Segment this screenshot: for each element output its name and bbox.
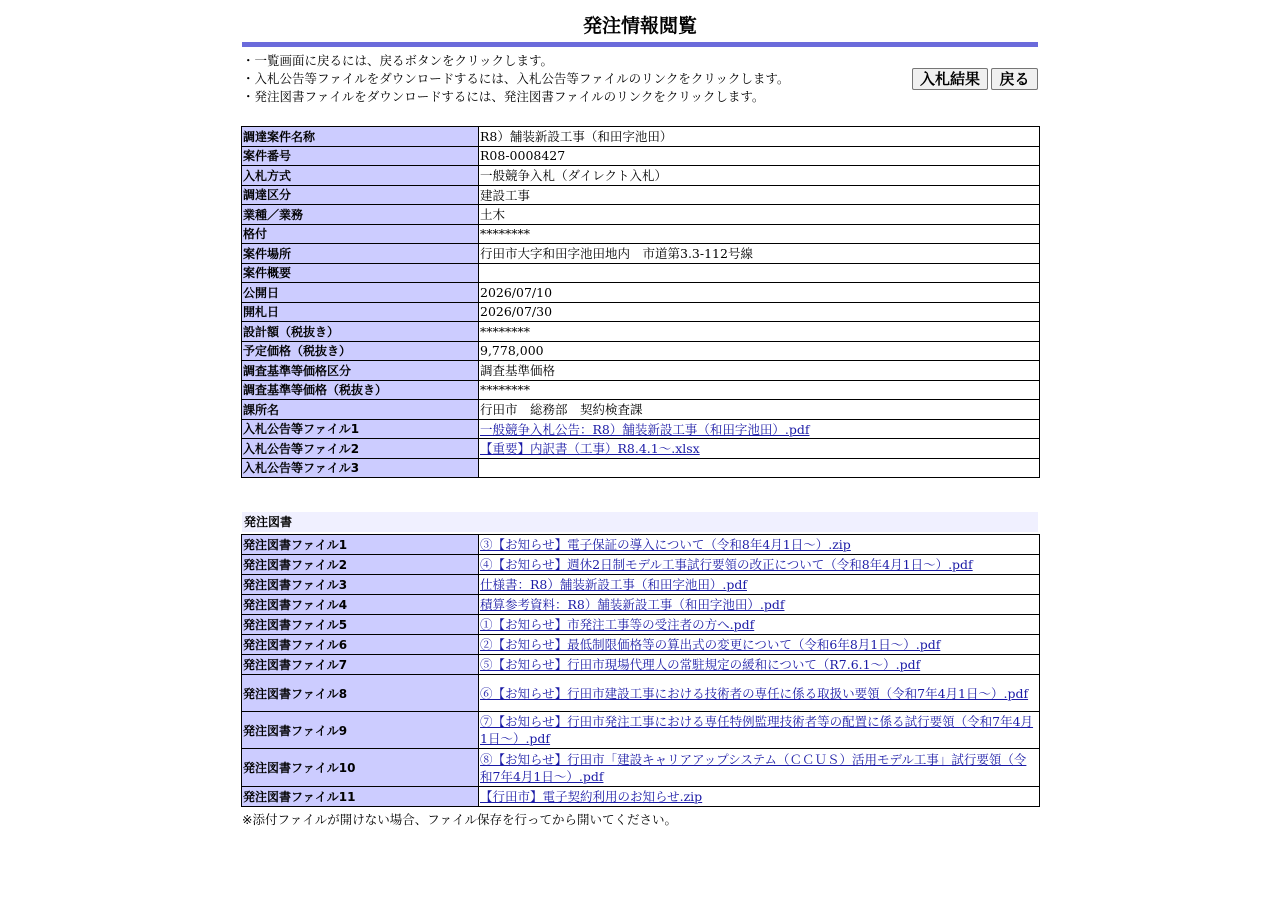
detail-row (242, 341, 1040, 361)
detail-label: 予定価格（税抜き） (242, 341, 479, 361)
drawing-file-link[interactable]: ⑦【お知らせ】行田市発注工事における専任特例監理技術者等の配置に係る試行要領（令和7年4月1日～）.pdf (480, 714, 1034, 746)
drawing-file-row (242, 635, 1040, 655)
detail-label: 案件概要 (242, 263, 479, 283)
detail-row (242, 380, 1040, 400)
detail-label: 入札公告等ファイル1 (242, 419, 479, 439)
drawing-file-cell (479, 675, 1040, 712)
detail-label: 課所名 (242, 400, 479, 420)
detail-value: ******** (479, 224, 1040, 244)
drawing-file-label: 発注図書ファイル11 (242, 787, 479, 807)
drawing-file-row (242, 555, 1040, 575)
drawing-file-cell (479, 575, 1040, 595)
drawing-file-label: 発注図書ファイル9 (242, 712, 479, 749)
detail-label: 案件場所 (242, 244, 479, 264)
detail-row (242, 302, 1040, 322)
detail-value (479, 458, 1040, 478)
detail-row (242, 166, 1040, 186)
drawing-file-cell (479, 655, 1040, 675)
detail-value: 一般競争入札（ダイレクト入札） (479, 166, 1040, 186)
drawing-file-row (242, 575, 1040, 595)
drawings-section-header: 発注図書 (242, 512, 1038, 532)
instruction-line: ・一覧画面に戻るには、戻るボタンをクリックします。 (242, 53, 554, 68)
drawing-file-link[interactable]: ②【お知らせ】最低制限価格等の算出式の変更について（令和6年8月1日～）.pdf (480, 637, 941, 652)
detail-value (479, 263, 1040, 283)
detail-label: 開札日 (242, 302, 479, 322)
detail-value: R8）舗装新設工事（和田字池田） (479, 127, 1040, 147)
drawing-file-row (242, 675, 1040, 712)
drawing-file-link[interactable]: 積算参考資料：R8）舗装新設工事（和田字池田）.pdf (480, 597, 785, 612)
drawing-file-label: 発注図書ファイル10 (242, 749, 479, 787)
detail-row (242, 283, 1040, 303)
drawing-file-label: 発注図書ファイル7 (242, 655, 479, 675)
page-title: 発注情報閲覧 (582, 15, 697, 37)
detail-value: 建設工事 (479, 185, 1040, 205)
drawing-file-label: 発注図書ファイル5 (242, 615, 479, 635)
drawing-file-cell (479, 635, 1040, 655)
drawing-file-cell (479, 712, 1040, 749)
detail-label: 調査基準等価格（税抜き） (242, 380, 479, 400)
detail-label: 調達案件名称 (242, 127, 479, 147)
drawing-file-link[interactable]: ④【お知らせ】週休2日制モデル工事試行要領の改正について（令和8年4月1日～）.pdf (480, 557, 973, 572)
instruction-line: ・入札公告等ファイルをダウンロードするには、入札公告等ファイルのリンクをクリックします。 (242, 71, 790, 86)
detail-row (242, 127, 1040, 147)
detail-row (242, 205, 1040, 225)
detail-label: 入札公告等ファイル3 (242, 458, 479, 478)
drawing-file-row (242, 595, 1040, 615)
drawing-file-label: 発注図書ファイル8 (242, 675, 479, 712)
drawing-file-link[interactable]: ③【お知らせ】電子保証の導入について（令和8年4月1日～）.zip (480, 537, 851, 552)
detail-row (242, 244, 1040, 264)
drawing-file-label: 発注図書ファイル1 (242, 535, 479, 555)
detail-label: 入札公告等ファイル2 (242, 439, 479, 459)
drawing-file-row (242, 615, 1040, 635)
drawing-file-link[interactable]: ⑥【お知らせ】行田市建設工事における技術者の専任に係る取扱い要領（令和7年4月1日～）.pdf (480, 685, 1029, 701)
detail-value: 2026/07/10 (479, 283, 1040, 303)
detail-row (242, 361, 1040, 381)
drawing-file-row (242, 787, 1040, 807)
detail-row (242, 224, 1040, 244)
detail-row (242, 185, 1040, 205)
detail-row (242, 458, 1040, 478)
detail-value: R08-0008427 (479, 146, 1040, 166)
detail-label: 案件番号 (242, 146, 479, 166)
back-button[interactable]: 戻る (991, 68, 1038, 90)
drawing-file-link[interactable]: 【行田市】電子契約利用のお知らせ.zip (480, 789, 703, 804)
drawings-table (241, 534, 1040, 807)
drawing-file-row (242, 712, 1040, 749)
drawing-file-label: 発注図書ファイル2 (242, 555, 479, 575)
drawing-file-link[interactable]: ⑧【お知らせ】行田市「建設キャリアアップシステム（ＣＣＵＳ）活用モデル工事」試行要領（令和7年4月1日～）.pdf (480, 751, 1027, 784)
drawing-file-cell (479, 595, 1040, 615)
instructions (242, 52, 882, 106)
detail-row (242, 439, 1040, 459)
detail-label: 設計額（税抜き） (242, 322, 479, 342)
drawing-file-link[interactable]: ①【お知らせ】市発注工事等の受注者の方へ.pdf (480, 617, 755, 632)
detail-value: 土木 (479, 205, 1040, 225)
drawing-file-label: 発注図書ファイル3 (242, 575, 479, 595)
detail-label: 調達区分 (242, 185, 479, 205)
detail-label: 入札方式 (242, 166, 479, 186)
detail-value: 9,778,000 (479, 341, 1040, 361)
detail-value: 行田市 総務部 契約検査課 (479, 400, 1040, 420)
drawing-file-row (242, 749, 1040, 787)
drawing-file-cell (479, 535, 1040, 555)
detail-value: ******** (479, 380, 1040, 400)
detail-label: 業種／業務 (242, 205, 479, 225)
drawing-file-cell (479, 555, 1040, 575)
detail-row (242, 419, 1040, 439)
bid-results-button[interactable]: 入札結果 (912, 68, 988, 90)
detail-label: 調査基準等価格区分 (242, 361, 479, 381)
detail-row (242, 146, 1040, 166)
details-table (241, 126, 1040, 478)
detail-row (242, 322, 1040, 342)
drawing-file-cell (479, 615, 1040, 635)
drawing-file-link[interactable]: 仕様書：R8）舗装新設工事（和田字池田）.pdf (480, 577, 747, 592)
announcement-file-link[interactable]: 【重要】内訳書（工事）R8.4.1～.xlsx (480, 441, 700, 457)
title-divider (242, 42, 1038, 47)
drawing-file-cell (479, 787, 1040, 807)
detail-value (479, 419, 1040, 439)
drawing-file-label: 発注図書ファイル6 (242, 635, 479, 655)
drawing-file-row (242, 535, 1040, 555)
detail-value: ******** (479, 322, 1040, 342)
drawing-file-label: 発注図書ファイル4 (242, 595, 479, 615)
drawing-file-cell (479, 749, 1040, 787)
detail-row (242, 400, 1040, 420)
detail-value: 行田市大字和田字池田地内 市道第3.3-112号線 (479, 244, 1040, 264)
detail-row (242, 263, 1040, 283)
detail-label: 公開日 (242, 283, 479, 303)
drawing-file-link[interactable]: ⑤【お知らせ】行田市現場代理人の常駐規定の緩和について（R7.6.1～）.pdf (480, 657, 921, 672)
instruction-line: ・発注図書ファイルをダウンロードするには、発注図書ファイルのリンクをクリックします。 (242, 89, 765, 104)
announcement-file-link[interactable]: 一般競争入札公告：R8）舗装新設工事（和田字池田）.pdf (480, 421, 810, 437)
detail-value (479, 439, 1040, 459)
detail-value: 調査基準価格 (479, 361, 1040, 381)
drawing-file-row (242, 655, 1040, 675)
detail-label: 格付 (242, 224, 479, 244)
detail-value: 2026/07/30 (479, 302, 1040, 322)
footnote: ※添付ファイルが開けない場合、ファイル保存を行ってから開いてください。 (242, 812, 677, 827)
